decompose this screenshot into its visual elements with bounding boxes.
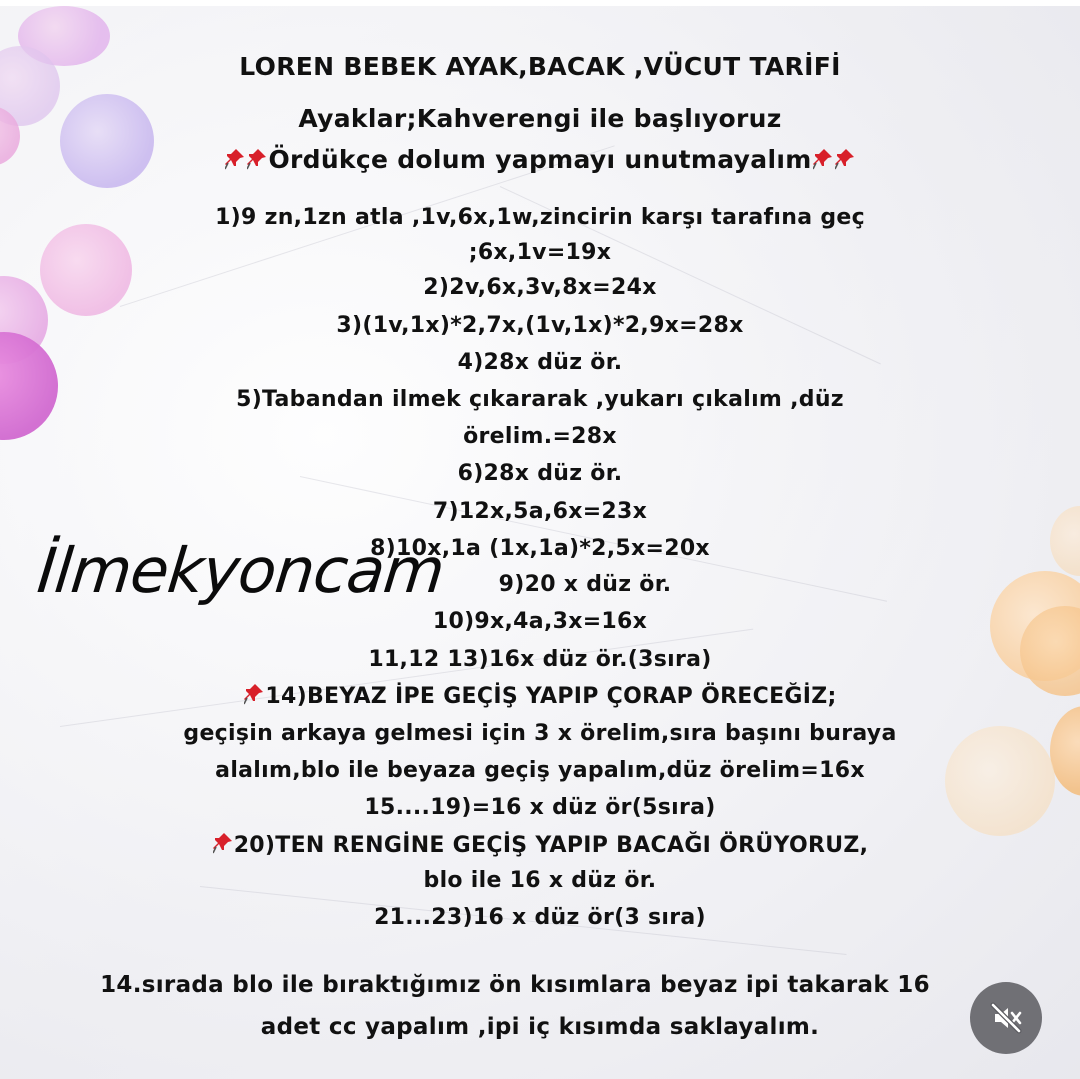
step-line: 2)2v,6x,3v,8x=24x (423, 275, 657, 300)
recipe-title: LOREN BEBEK AYAK,BACAK ,VÜCUT TARİFİ (239, 52, 841, 81)
decorative-bubble (40, 224, 132, 316)
step-line: ;6x,1v=19x (468, 240, 612, 265)
step-line: 9)20 x düz ör. (498, 572, 672, 597)
step-line: örelim.=28x (463, 424, 617, 449)
step-line: 10)9x,4a,3x=16x (432, 609, 648, 634)
pushpin-icon (213, 832, 233, 854)
pushpin-icon (244, 683, 264, 705)
step-line: geçişin arkaya gelmesi için 3 x örelim,sıra başını buraya (183, 721, 897, 746)
pushpin-icon (225, 148, 245, 170)
muted-speaker-icon (989, 1001, 1023, 1035)
step-line: 21...23)16 x düz ör(3 sıra) (374, 905, 706, 930)
pushpin-icon (835, 148, 855, 170)
step-line: 3)(1v,1x)*2,7x,(1v,1x)*2,9x=28x (336, 313, 744, 338)
step-line: 11,12 13)16x düz ör.(3sıra) (368, 647, 712, 672)
step-line (0, 832, 1080, 858)
pushpin-icon (247, 148, 267, 170)
step-line: 5)Tabandan ilmek çıkararak ,yukarı çıkalım ,düz (236, 387, 844, 412)
step-line: 6)28x düz ör. (457, 461, 623, 486)
pushpin-icon (813, 148, 833, 170)
step-line: 15....19)=16 x düz ör(5sıra) (364, 795, 716, 820)
reminder-line (0, 145, 1080, 174)
step-line: 7)12x,5a,6x=23x (432, 499, 648, 524)
mute-button[interactable] (970, 982, 1042, 1054)
step-line: blo ile 16 x düz ör. (423, 868, 657, 893)
marble-vein (60, 629, 753, 727)
watermark-signature: İlmekyoncam (34, 534, 448, 607)
step-line: 4)28x düz ör. (457, 350, 623, 375)
step-line: 1)9 zn,1zn atla ,1v,6x,1w,zincirin karşı tarafına geç (215, 205, 865, 230)
reminder-text: Ördükçe dolum yapmayı unutmayalım (268, 145, 812, 174)
step-line: 8)10x,1a (1x,1a)*2,5x=20x (370, 536, 710, 561)
step-line: alalım,blo ile beyaza geçiş yapalım,düz örelim=16x (215, 758, 865, 783)
recipe-subtitle: Ayaklar;Kahverengi ile başlıyoruz (298, 104, 782, 133)
step-text: 20)TEN RENGİNE GEÇİŞ YAPIP BACAĞI ÖRÜYORUZ, (233, 833, 869, 858)
step-line (0, 683, 1080, 709)
footer-line: adet cc yapalım ,ipi iç kısımda saklayalım. (260, 1014, 820, 1040)
step-text: 14)BEYAZ İPE GEÇİŞ YAPIP ÇORAP ÖRECEĞİZ; (265, 684, 837, 709)
footer-line: 14.sırada blo ile bıraktığımız ön kısımlara beyaz ipi takarak 16 (100, 972, 930, 998)
